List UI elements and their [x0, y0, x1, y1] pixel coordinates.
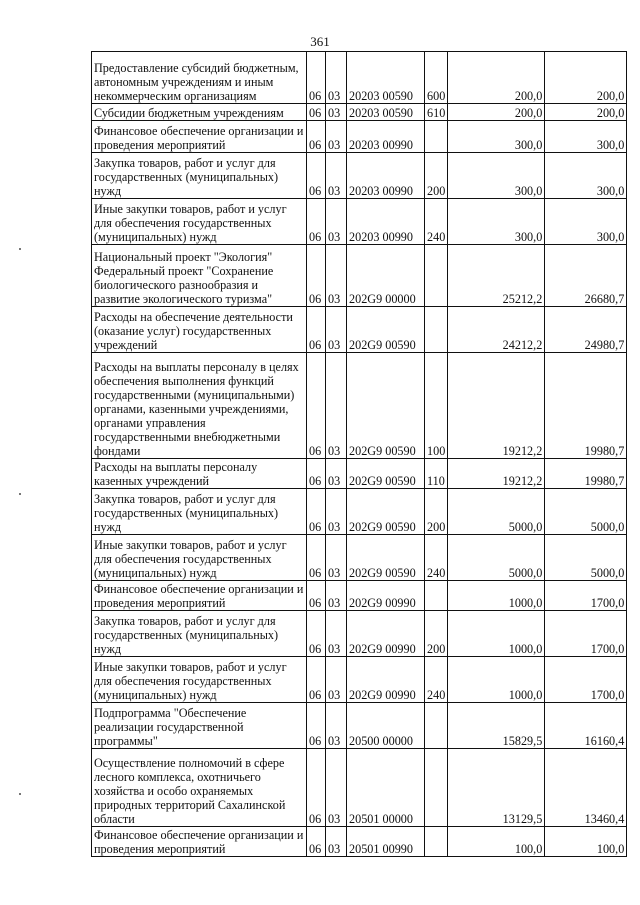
row-amount-first-year: 300,0	[448, 199, 545, 245]
row-name: Субсидии бюджетным учреждениям	[92, 104, 307, 121]
table-row	[92, 611, 627, 657]
row-section-code: 06	[307, 121, 326, 153]
row-amount-first-year: 1000,0	[448, 611, 545, 657]
row-name: Иные закупки товаров, работ и услуг для обеспечения государственных (муниципальных) нужд	[92, 199, 307, 245]
row-subsection-code: 03	[326, 353, 347, 459]
row-amount-second-year: 19980,7	[545, 353, 627, 459]
row-expense-type-code: 240	[425, 199, 448, 245]
row-expense-type-code	[425, 749, 448, 827]
row-amount-second-year: 200,0	[545, 52, 627, 104]
row-section-code: 06	[307, 104, 326, 121]
table-row	[92, 52, 627, 104]
row-amount-first-year: 15829,5	[448, 703, 545, 749]
row-amount-second-year: 26680,7	[545, 245, 627, 307]
row-subsection-code: 03	[326, 307, 347, 353]
row-expense-type-code	[425, 307, 448, 353]
row-target-article-code: 20501 00000	[347, 749, 425, 827]
row-section-code: 06	[307, 459, 326, 489]
table-row	[92, 307, 627, 353]
row-amount-first-year: 1000,0	[448, 657, 545, 703]
row-subsection-code: 03	[326, 52, 347, 104]
row-expense-type-code	[425, 121, 448, 153]
row-amount-first-year: 1000,0	[448, 581, 545, 611]
row-subsection-code: 03	[326, 703, 347, 749]
row-amount-first-year: 5000,0	[448, 535, 545, 581]
row-subsection-code: 03	[326, 827, 347, 857]
row-name: Закупка товаров, работ и услуг для государственных (муниципальных) нужд	[92, 611, 307, 657]
row-section-code: 06	[307, 581, 326, 611]
row-target-article-code: 202G9 00590	[347, 307, 425, 353]
row-name: Закупка товаров, работ и услуг для государственных (муниципальных) нужд	[92, 153, 307, 199]
row-name: Расходы на обеспечение деятельности (оказание услуг) государственных учреждений	[92, 307, 307, 353]
row-section-code: 06	[307, 199, 326, 245]
row-amount-second-year: 100,0	[545, 827, 627, 857]
row-expense-type-code: 610	[425, 104, 448, 121]
row-target-article-code: 20500 00000	[347, 703, 425, 749]
table-row	[92, 459, 627, 489]
row-name: Национальный проект "Экология" Федеральный проект "Сохранение биологического разнообразия и развитие экологического туризма"	[92, 245, 307, 307]
row-name: Финансовое обеспечение организации и проведения мероприятий	[92, 581, 307, 611]
row-section-code: 06	[307, 703, 326, 749]
row-amount-second-year: 13460,4	[545, 749, 627, 827]
row-target-article-code: 202G9 00590	[347, 459, 425, 489]
row-amount-first-year: 24212,2	[448, 307, 545, 353]
row-amount-second-year: 300,0	[545, 153, 627, 199]
row-target-article-code: 202G9 00590	[347, 353, 425, 459]
row-name: Расходы на выплаты персоналу казенных учреждений	[92, 459, 307, 489]
row-subsection-code: 03	[326, 749, 347, 827]
table-row	[92, 749, 627, 827]
row-section-code: 06	[307, 52, 326, 104]
table-row	[92, 353, 627, 459]
table-row	[92, 827, 627, 857]
table-row	[92, 199, 627, 245]
row-amount-first-year: 19212,2	[448, 459, 545, 489]
row-subsection-code: 03	[326, 121, 347, 153]
table-row	[92, 153, 627, 199]
row-amount-second-year: 24980,7	[545, 307, 627, 353]
table-row	[92, 581, 627, 611]
row-amount-first-year: 5000,0	[448, 489, 545, 535]
row-section-code: 06	[307, 245, 326, 307]
row-amount-second-year: 5000,0	[545, 489, 627, 535]
row-expense-type-code	[425, 581, 448, 611]
row-amount-first-year: 19212,2	[448, 353, 545, 459]
row-subsection-code: 03	[326, 535, 347, 581]
row-expense-type-code	[425, 245, 448, 307]
row-section-code: 06	[307, 657, 326, 703]
scan-speck	[19, 493, 21, 495]
table-row	[92, 703, 627, 749]
row-subsection-code: 03	[326, 489, 347, 535]
row-target-article-code: 20203 00990	[347, 199, 425, 245]
row-subsection-code: 03	[326, 581, 347, 611]
row-amount-first-year: 200,0	[448, 52, 545, 104]
row-amount-second-year: 1700,0	[545, 611, 627, 657]
row-target-article-code: 20203 00590	[347, 52, 425, 104]
table-row	[92, 245, 627, 307]
row-section-code: 06	[307, 827, 326, 857]
row-target-article-code: 202G9 00990	[347, 657, 425, 703]
row-subsection-code: 03	[326, 245, 347, 307]
row-subsection-code: 03	[326, 657, 347, 703]
row-amount-second-year: 16160,4	[545, 703, 627, 749]
row-section-code: 06	[307, 749, 326, 827]
row-amount-second-year: 5000,0	[545, 535, 627, 581]
row-section-code: 06	[307, 353, 326, 459]
row-target-article-code: 20501 00990	[347, 827, 425, 857]
row-amount-first-year: 300,0	[448, 121, 545, 153]
row-expense-type-code: 200	[425, 489, 448, 535]
table-row	[92, 104, 627, 121]
row-expense-type-code: 240	[425, 535, 448, 581]
row-expense-type-code: 200	[425, 153, 448, 199]
row-target-article-code: 202G9 00990	[347, 581, 425, 611]
row-name: Осуществление полномочий в сфере лесного комплекса, охотничьего хозяйства и особо охраняемых природных территорий Сахалинской области	[92, 749, 307, 827]
row-amount-second-year: 1700,0	[545, 657, 627, 703]
table-row	[92, 489, 627, 535]
row-expense-type-code	[425, 827, 448, 857]
row-section-code: 06	[307, 307, 326, 353]
row-amount-second-year: 1700,0	[545, 581, 627, 611]
row-section-code: 06	[307, 153, 326, 199]
row-target-article-code: 20203 00990	[347, 121, 425, 153]
row-section-code: 06	[307, 489, 326, 535]
row-expense-type-code: 110	[425, 459, 448, 489]
row-name: Предоставление субсидий бюджетным, автономным учреждениям и иным некоммерческим организациям	[92, 52, 307, 104]
row-section-code: 06	[307, 611, 326, 657]
row-amount-second-year: 300,0	[545, 199, 627, 245]
scan-speck	[19, 248, 21, 250]
row-name: Расходы на выплаты персоналу в целях обеспечения выполнения функций государственными (муниципальными) органами, казенными учреждениями, органами управления государственными внебюджетными фондами	[92, 353, 307, 459]
row-amount-first-year: 13129,5	[448, 749, 545, 827]
row-name: Закупка товаров, работ и услуг для государственных (муниципальных) нужд	[92, 489, 307, 535]
row-expense-type-code: 100	[425, 353, 448, 459]
row-amount-first-year: 200,0	[448, 104, 545, 121]
row-target-article-code: 202G9 00990	[347, 611, 425, 657]
row-subsection-code: 03	[326, 153, 347, 199]
row-name: Иные закупки товаров, работ и услуг для обеспечения государственных (муниципальных) нужд	[92, 657, 307, 703]
budget-table	[91, 51, 627, 857]
row-amount-first-year: 100,0	[448, 827, 545, 857]
row-name: Иные закупки товаров, работ и услуг для обеспечения государственных (муниципальных) нужд	[92, 535, 307, 581]
row-target-article-code: 202G9 00000	[347, 245, 425, 307]
table-body	[92, 52, 627, 857]
row-target-article-code: 202G9 00590	[347, 489, 425, 535]
row-expense-type-code: 240	[425, 657, 448, 703]
row-amount-second-year: 200,0	[545, 104, 627, 121]
table-row	[92, 535, 627, 581]
row-name: Финансовое обеспечение организации и проведения мероприятий	[92, 827, 307, 857]
row-subsection-code: 03	[326, 104, 347, 121]
row-expense-type-code: 600	[425, 52, 448, 104]
row-subsection-code: 03	[326, 611, 347, 657]
row-amount-first-year: 300,0	[448, 153, 545, 199]
row-expense-type-code: 200	[425, 611, 448, 657]
row-amount-second-year: 300,0	[545, 121, 627, 153]
table-row	[92, 121, 627, 153]
row-name: Финансовое обеспечение организации и проведения мероприятий	[92, 121, 307, 153]
row-target-article-code: 20203 00990	[347, 153, 425, 199]
row-subsection-code: 03	[326, 459, 347, 489]
row-subsection-code: 03	[326, 199, 347, 245]
row-amount-first-year: 25212,2	[448, 245, 545, 307]
row-target-article-code: 202G9 00590	[347, 535, 425, 581]
table-row	[92, 657, 627, 703]
page-number: 361	[310, 34, 330, 49]
row-name: Подпрограмма "Обеспечение реализации государственной программы"	[92, 703, 307, 749]
row-amount-second-year: 19980,7	[545, 459, 627, 489]
row-section-code: 06	[307, 535, 326, 581]
scan-speck	[19, 793, 21, 795]
row-expense-type-code	[425, 703, 448, 749]
row-target-article-code: 20203 00590	[347, 104, 425, 121]
